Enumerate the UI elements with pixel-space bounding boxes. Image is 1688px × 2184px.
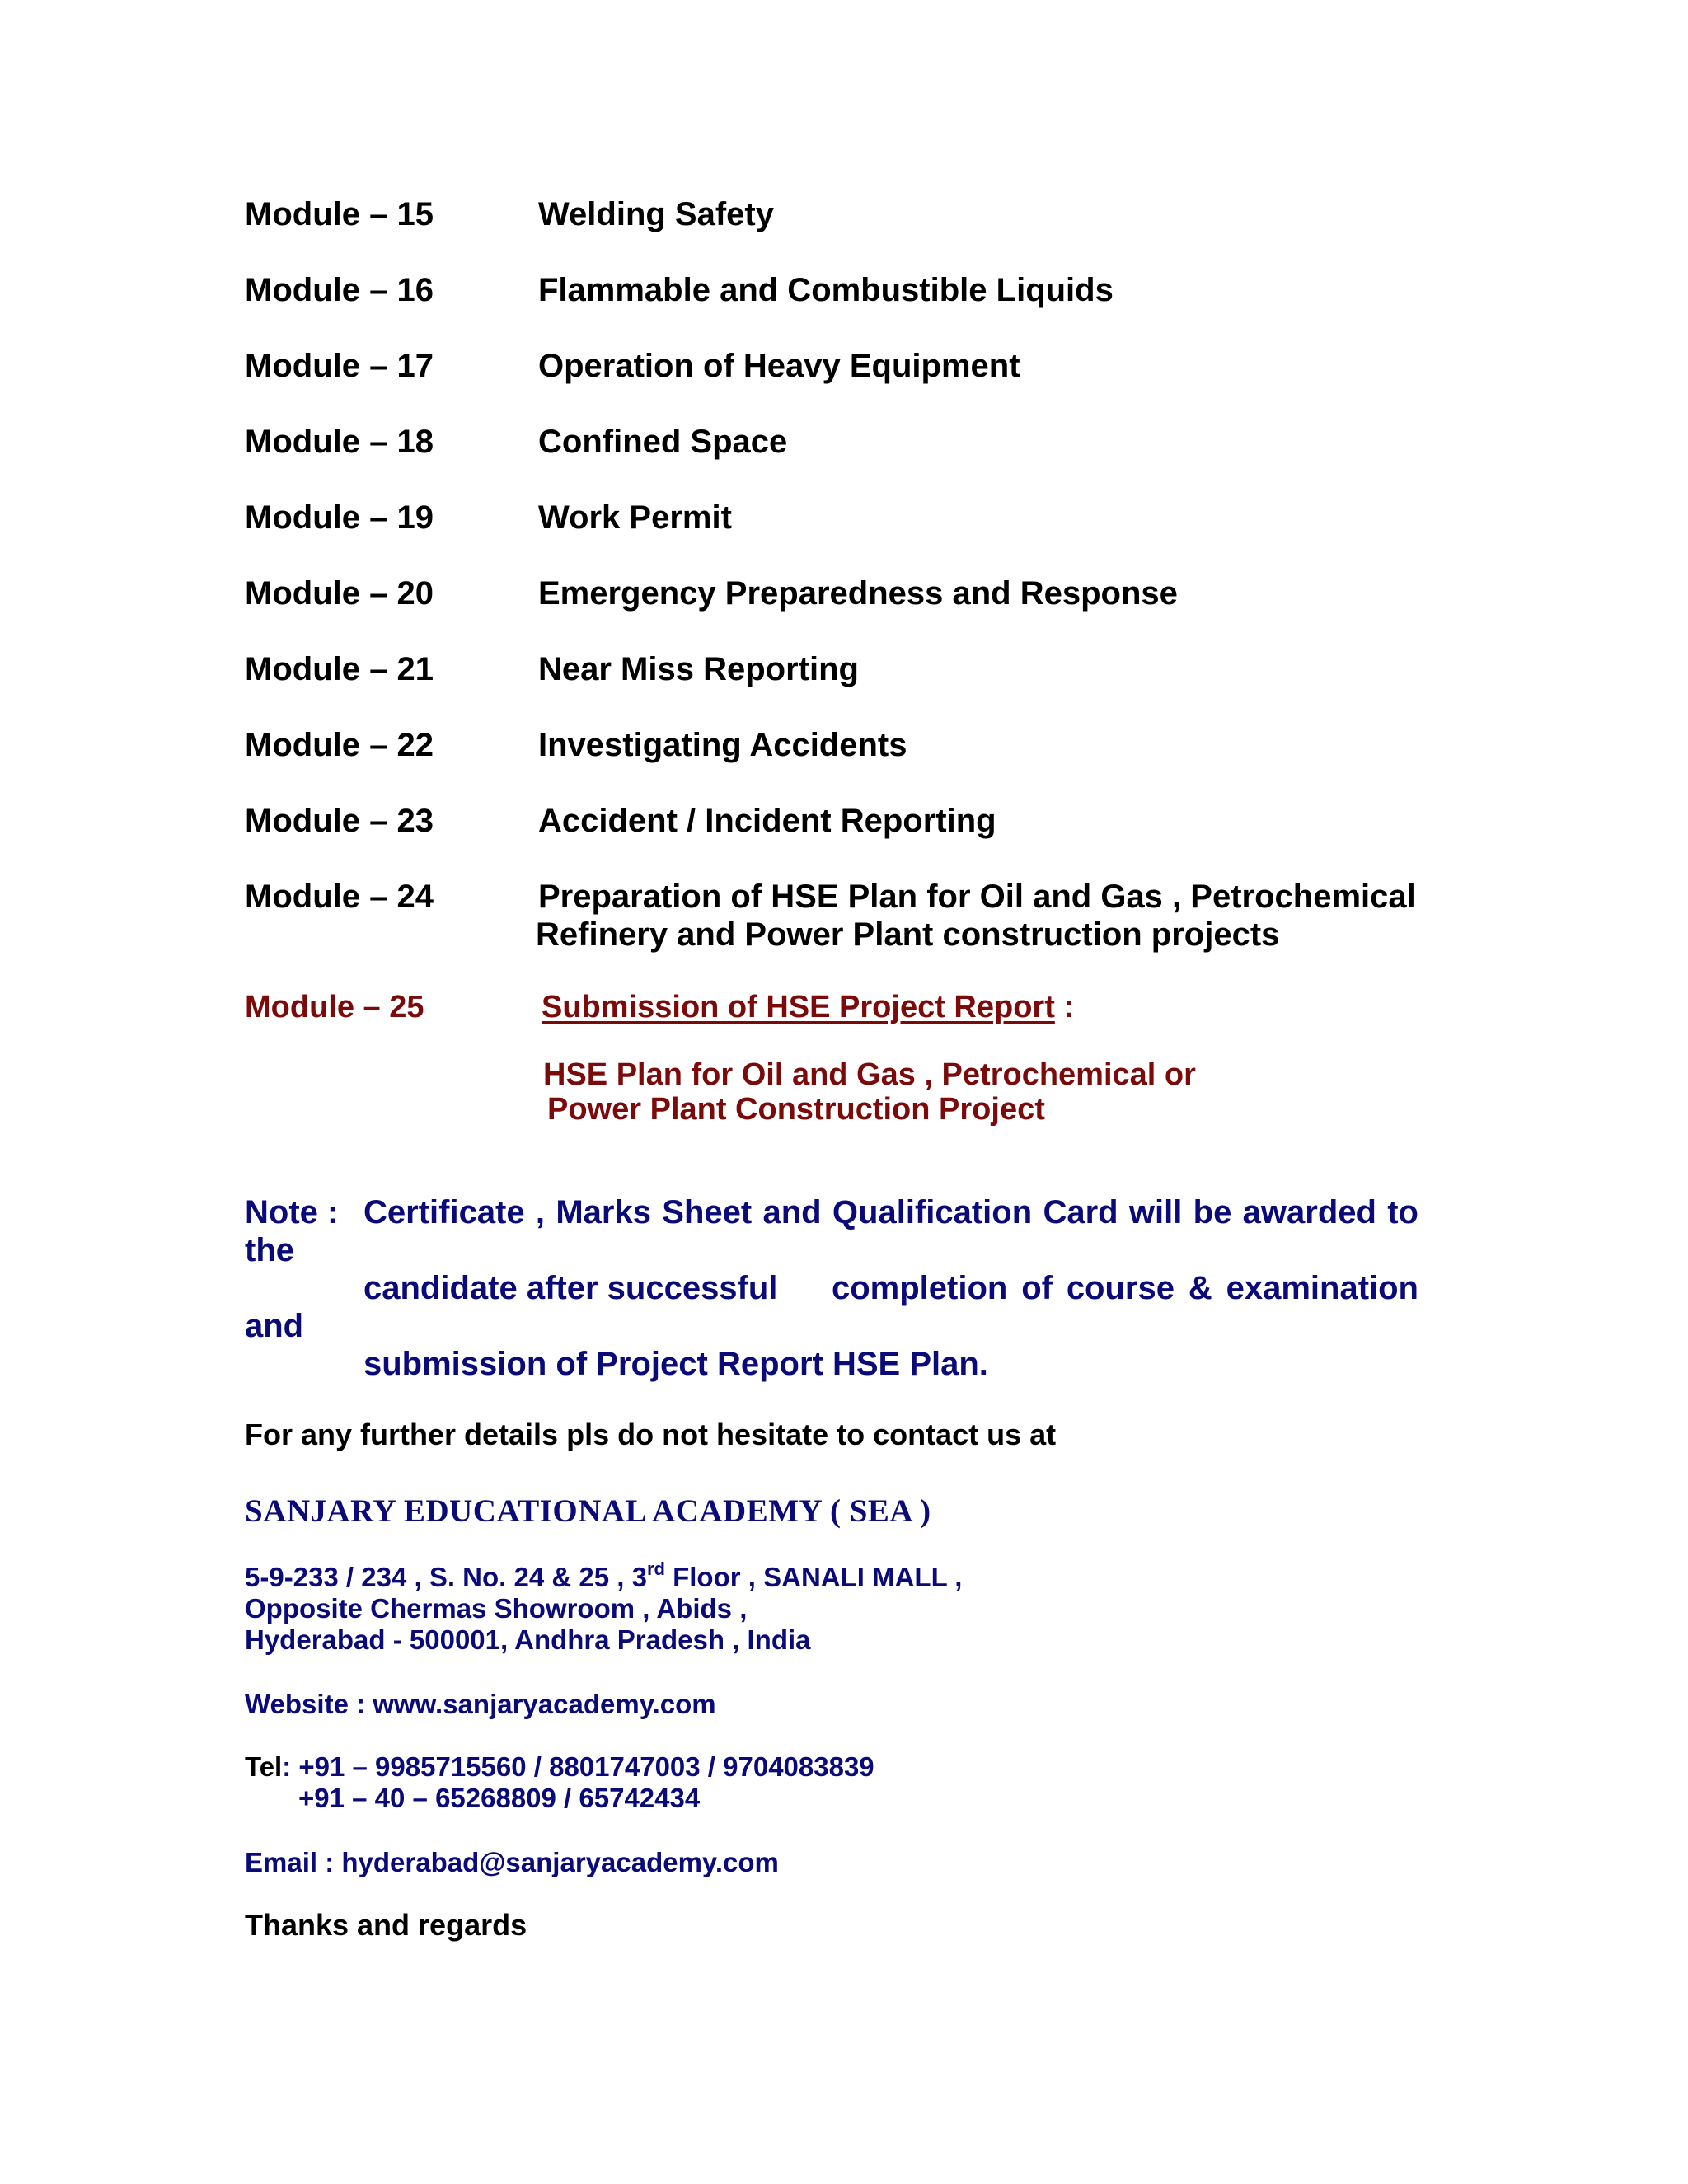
module-24-title-line2: Refinery and Power Plant construction projects: [536, 916, 1280, 953]
module-19-label: Module – 19: [245, 499, 434, 536]
module-21-label: Module – 21: [245, 651, 434, 687]
module-15-label: Module – 15: [245, 196, 434, 232]
telephone-label: Tel: [245, 1751, 283, 1782]
address-line-1-sup: rd: [646, 1558, 665, 1579]
module-24-title: Preparation of HSE Plan for Oil and Gas , Petrochemical: [538, 879, 1416, 915]
module-17-label: Module – 17: [245, 348, 434, 384]
note-line2b: completion of course & examination: [832, 1270, 1418, 1306]
module-24-label: Module – 24: [245, 879, 434, 915]
module-25-title: Submission of HSE Project Report: [542, 990, 1055, 1024]
address-line-2: Opposite Chermas Showroom , Abids ,: [245, 1593, 748, 1624]
module-21-title: Near Miss Reporting: [538, 651, 859, 687]
telephone-line-2: +91 – 40 – 65268809 / 65742434: [298, 1783, 701, 1813]
email-text: Email : hyderabad@sanjaryacademy.com: [245, 1847, 779, 1877]
note-wrap1: the: [245, 1232, 294, 1268]
module-15-title: Welding Safety: [538, 196, 774, 232]
telephone-line-1: [245, 1750, 874, 1783]
module-25-line1: HSE Plan for Oil and Gas , Petrochemical or: [543, 1057, 1196, 1092]
module-23-title: Accident / Incident Reporting: [538, 803, 996, 839]
module-22-label: Module – 22: [245, 727, 434, 763]
note-line1: Certificate , Marks Sheet and Qualification Card will be awarded to: [363, 1194, 1418, 1230]
module-25-label: Module – 25: [245, 990, 424, 1024]
telephone-numbers-1: : +91 – 9985715560 / 8801747003 / 9704083839: [282, 1751, 874, 1782]
organization-name: SANJARY EDUCATIONAL ACADEMY ( SEA ): [245, 1493, 931, 1529]
module-20-title: Emergency Preparedness and Response: [538, 575, 1178, 612]
module-16-title: Flammable and Combustible Liquids: [538, 272, 1114, 308]
closing-text: Thanks and regards: [245, 1908, 528, 1942]
note-line3: submission of Project Report HSE Plan.: [363, 1346, 988, 1382]
module-18-title: Confined Space: [538, 424, 788, 460]
module-22-title: Investigating Accidents: [538, 727, 907, 763]
address-line-3: Hyderabad - 500001, Andhra Pradesh , India: [245, 1624, 811, 1655]
module-25-title-row: [542, 989, 1074, 1025]
module-20-label: Module – 20: [245, 575, 434, 612]
note-wrap2: and: [245, 1308, 304, 1344]
module-17-title: Operation of Heavy Equipment: [538, 348, 1020, 384]
address-line-1-pre: 5-9-233 / 234 , S. No. 24 & 25 , 3: [245, 1562, 647, 1592]
note-prefix: Note :: [245, 1194, 339, 1230]
address-line-1-post: Floor , SANALI MALL ,: [664, 1562, 963, 1592]
module-25-colon: :: [1054, 990, 1075, 1024]
module-18-label: Module – 18: [245, 424, 434, 460]
module-16-label: Module – 16: [245, 272, 434, 308]
note-line2a: candidate after successful: [363, 1270, 778, 1306]
module-19-title: Work Permit: [538, 499, 732, 536]
contact-intro: For any further details pls do not hesitate to contact us at: [245, 1418, 1057, 1451]
address-line-1: [245, 1558, 963, 1593]
module-25-line2: Power Plant Construction Project: [547, 1092, 1045, 1127]
website-text: Website : www.sanjaryacademy.com: [245, 1689, 716, 1719]
module-23-label: Module – 23: [245, 803, 434, 839]
